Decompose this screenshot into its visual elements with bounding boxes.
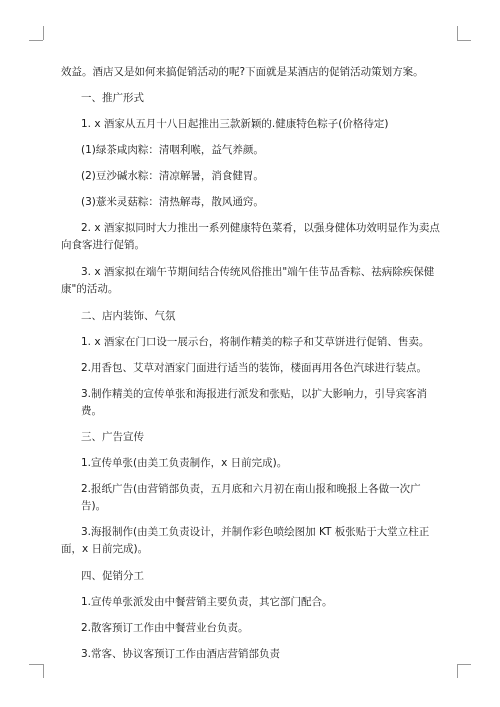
crop-mark-bottom-left <box>43 664 44 678</box>
list-item: (1)绿茶咸肉粽：清咽利喉，益气养颜。 <box>81 144 264 156</box>
paragraph: 2. x 酒家拟同时大力推出一系列健康特色菜肴，以强身健体功效明显作为卖点向食客进行促销。 <box>61 222 440 251</box>
paragraph: 2.散客预订工作由中餐营业台负责。 <box>81 622 249 634</box>
paragraph: 3.制作精美的宣传单张和海报进行派发和张贴，以扩大影响力，引导宾客消费。 <box>81 388 428 417</box>
paragraph: 3. x 酒家拟在端午节期间结合传统风俗推出"端午佳节品香粽、祛病除疾保健康"的活动。 <box>61 266 435 295</box>
section-heading: 一、推广形式 <box>81 92 144 104</box>
paragraph: 3.常客、协议客预订工作由酒店营销部负责 <box>81 648 281 660</box>
paragraph: 2.用香包、艾草对酒家门面进行适当的装饰，楼面再用各色汽球进行装点。 <box>81 362 428 374</box>
list-item: (2)豆沙碱水粽：清凉解暑，消食健胃。 <box>81 170 264 182</box>
section-heading: 三、广告宣传 <box>81 431 144 443</box>
paragraph: 1.宣传单张派发由中餐营销主要负责，其它部门配合。 <box>81 596 333 608</box>
paragraph: 1.宣传单张(由美工负责制作，x 日前完成)。 <box>81 457 288 469</box>
list-item: (3)薏米灵菇粽：清热解毒，散风通窍。 <box>81 196 264 208</box>
crop-mark-bottom-left <box>29 664 43 665</box>
paragraph: 效益。酒店又是如何来搞促销活动的呢?下面就是某酒店的促销活动策划方案。 <box>61 66 424 78</box>
paragraph: 1. x 酒家在门口设一展示台，将制作精美的粽子和艾草饼进行促销、售卖。 <box>81 336 430 348</box>
section-heading: 二、店内装饰、气氛 <box>81 310 176 322</box>
crop-mark-bottom-right <box>457 664 471 665</box>
crop-mark-top-left <box>29 40 43 41</box>
paragraph: 3.海报制作(由美工负责设计，并制作彩色喷绘图加 KT 板张贴于大堂立柱正面，x 日前完成)。 <box>61 526 430 555</box>
document-body <box>61 64 445 672</box>
crop-mark-top-left <box>43 26 44 40</box>
paragraph: 2.报纸广告(由营销部负责，五月底和六月初在南山报和晚报上各做一次广告)。 <box>81 483 421 512</box>
crop-mark-bottom-right <box>457 664 458 678</box>
crop-mark-top-right <box>457 26 458 40</box>
section-heading: 四、促销分工 <box>81 570 144 582</box>
crop-mark-top-right <box>457 40 471 41</box>
paragraph: 1. x 酒家从五月十八日起推出三款新颖的.健康特色粽子(价格待定) <box>81 118 389 130</box>
